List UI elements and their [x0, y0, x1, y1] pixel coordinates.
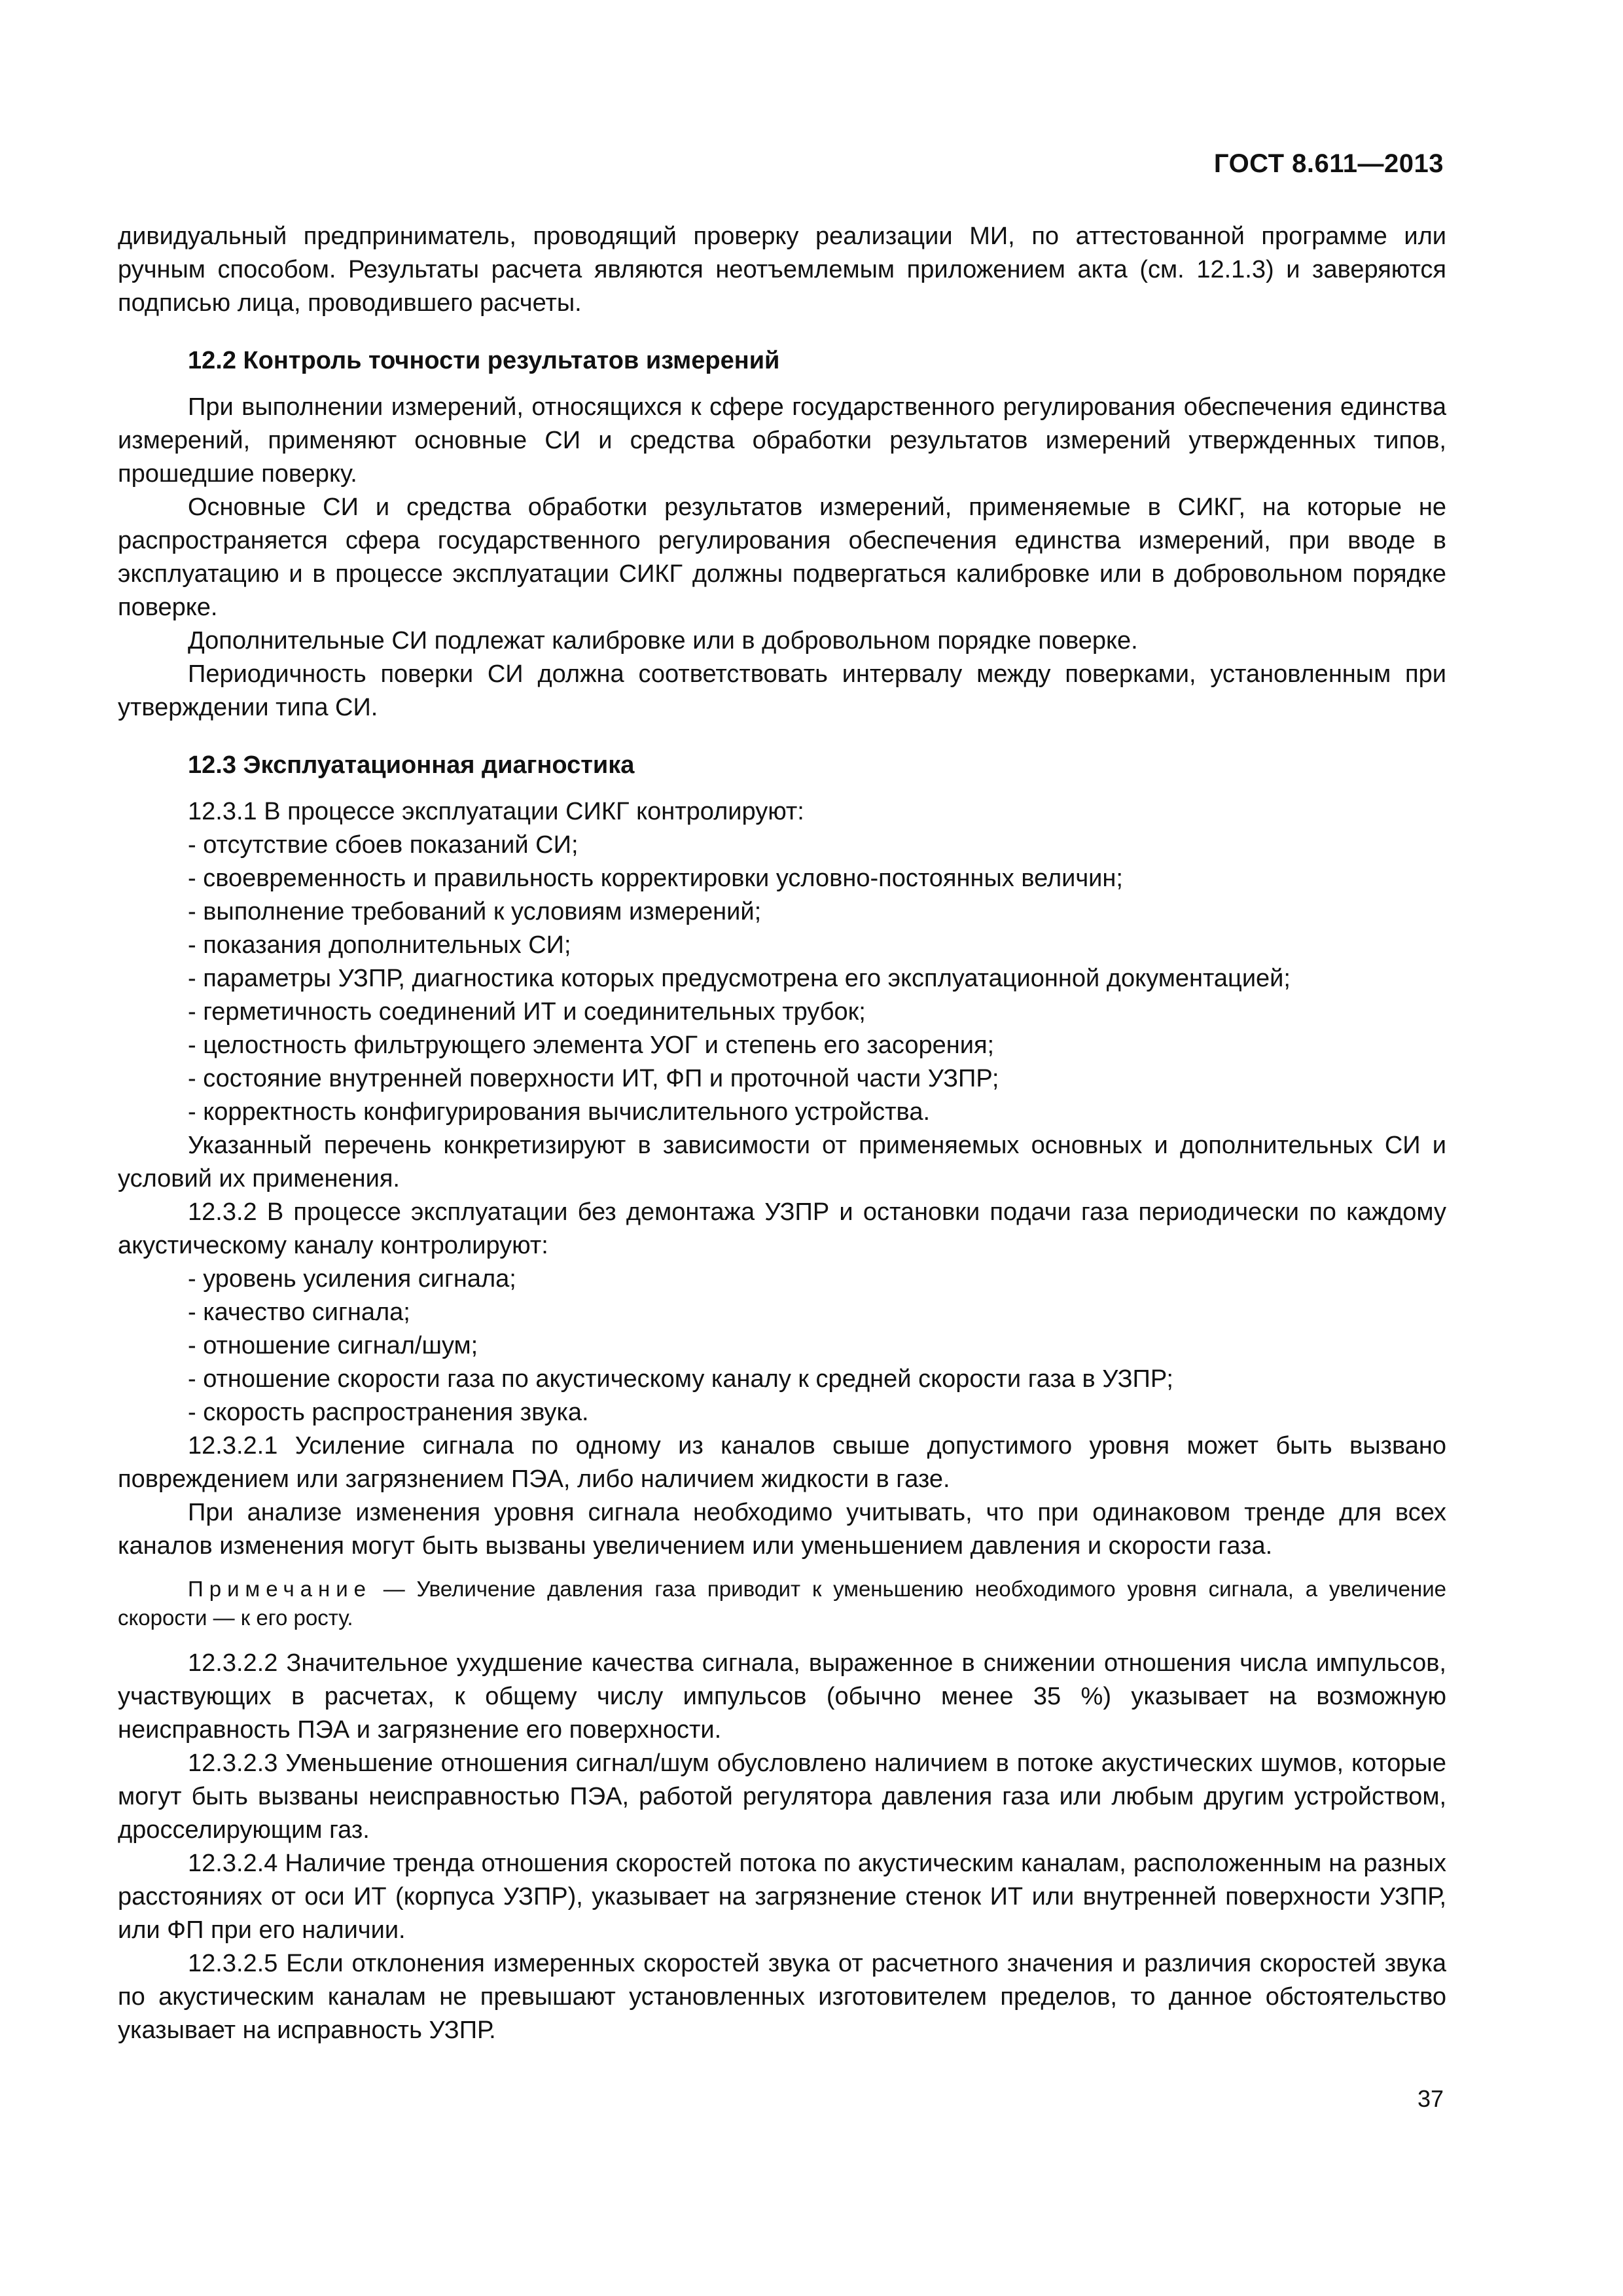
note-label: Примечание [188, 1577, 372, 1601]
note [118, 1575, 1446, 1632]
paragraph: При выполнении измерений, относящихся к сфере государственного регулирования обеспечения единства измерений, применяют основные СИ и средства обработки результатов измерений утвержденных типов, прошедшие поверку. [118, 393, 1446, 488]
list-item: - скорость распространения звука. [188, 1399, 589, 1426]
paragraph-12-3-1: 12.3.1 В процессе эксплуатации СИКГ контролируют: [188, 798, 804, 825]
paragraph-12-3-2-3: 12.3.2.3 Уменьшение отношения сигнал/шум обусловлено наличием в потоке акустических шумов, которые могут быть вызваны неисправностью ПЭА, работой регулятора давления газа или любым другим устройством, дросселирующим газ. [118, 1749, 1446, 1844]
list-item: - корректность конфигурирования вычислительного устройства. [188, 1098, 931, 1126]
list-item: - своевременность и правильность корректировки условно-постоянных величин; [188, 865, 1123, 892]
list-item: - уровень усиления сигнала; [188, 1265, 516, 1293]
page-body [118, 220, 1446, 2047]
list-item: - состояние внутренней поверхности ИТ, ФП и проточной части УЗПР; [188, 1065, 999, 1092]
continuation-paragraph: дивидуальный предприниматель, проводящий проверку реализации МИ, по аттестованной программе или ручным способом. Результаты расчета являются неотъемлемым приложением акта (см. 12.1.3) и заверяются подписью лица, проводившего расчеты. [118, 223, 1446, 317]
list-item: - герметичность соединений ИТ и соединительных трубок; [188, 998, 866, 1026]
paragraph-12-3-2-1: 12.3.2.1 Усиление сигнала по одному из каналов свыше допустимого уровня может быть вызвано повреждением или загрязнением ПЭА, либо наличием жидкости в газе. [118, 1432, 1446, 1493]
list-item: - отсутствие сбоев показаний СИ; [188, 831, 579, 859]
note-text: — Увеличение давления газа приводит к уменьшению необходимого уровня сигнала, а увеличение скорости — к его росту. [118, 1577, 1446, 1630]
paragraph-12-3-2-5: 12.3.2.5 Если отклонения измеренных скоростей звука от расчетного значения и различия скоростей звука по акустическим каналам не превышают установленных изготовителем пределов, то данное обстоятельство указывает на исправность УЗПР. [118, 1950, 1446, 2044]
list-item: - отношение скорости газа по акустическому каналу к средней скорости газа в УЗПР; [188, 1365, 1173, 1393]
standard-code-header: ГОСТ 8.611—2013 [1213, 149, 1444, 178]
paragraph: При анализе изменения уровня сигнала необходимо учитывать, что при одинаковом тренде для всех каналов изменения могут быть вызваны увеличением или уменьшением давления и скорости газа. [118, 1499, 1446, 1560]
list-item: - показания дополнительных СИ; [188, 931, 571, 959]
paragraph: Указанный перечень конкретизируют в зависимости от применяемых основных и дополнительных СИ и условий их применения. [118, 1132, 1446, 1193]
paragraph: Дополнительные СИ подлежат калибровке или в добровольном порядке поверке. [188, 627, 1138, 655]
list-item: - параметры УЗПР, диагностика которых предусмотрена его эксплуатационной документацией; [188, 965, 1291, 992]
paragraph-12-3-2-2: 12.3.2.2 Значительное ухудшение качества сигнала, выраженное в снижении отношения числа импульсов, участвующих в расчетах, к общему числу импульсов (обычно менее 35 %) указывает на возможную неисправность ПЭА и загрязнение его поверхности. [118, 1649, 1446, 1744]
section-12-3-heading: 12.3 Эксплуатационная диагностика [188, 751, 635, 779]
list-item: - целостность фильтрующего элемента УОГ и степень его засорения; [188, 1031, 995, 1059]
paragraph: Основные СИ и средства обработки результатов измерений, применяемые в СИКГ, на которые не распространяется сфера государственного регулирования обеспечения единства измерений, при вводе в эксплуатацию и в процессе эксплуатации СИКГ должны подвергаться калибровке или в добровольном порядке поверке. [118, 493, 1446, 621]
section-12-2-heading: 12.2 Контроль точности результатов измерений [188, 347, 780, 374]
paragraph-12-3-2-4: 12.3.2.4 Наличие тренда отношения скоростей потока по акустическим каналам, расположенным на разных расстояниях от оси ИТ (корпуса УЗПР), указывает на загрязнение стенок ИТ или внутренней поверхности УЗПР, или ФП при его наличии. [118, 1850, 1446, 1944]
paragraph: Периодичность поверки СИ должна соответствовать интервалу между поверками, установленным при утверждении типа СИ. [118, 660, 1446, 721]
list-item: - качество сигнала; [188, 1299, 410, 1326]
page-number: 37 [1417, 2085, 1444, 2112]
paragraph-12-3-2: 12.3.2 В процессе эксплуатации без демонтажа УЗПР и остановки подачи газа периодически по каждому акустическому каналу контролируют: [118, 1198, 1446, 1259]
list-item: - отношение сигнал/шум; [188, 1332, 478, 1359]
list-item: - выполнение требований к условиям измерений; [188, 898, 762, 925]
